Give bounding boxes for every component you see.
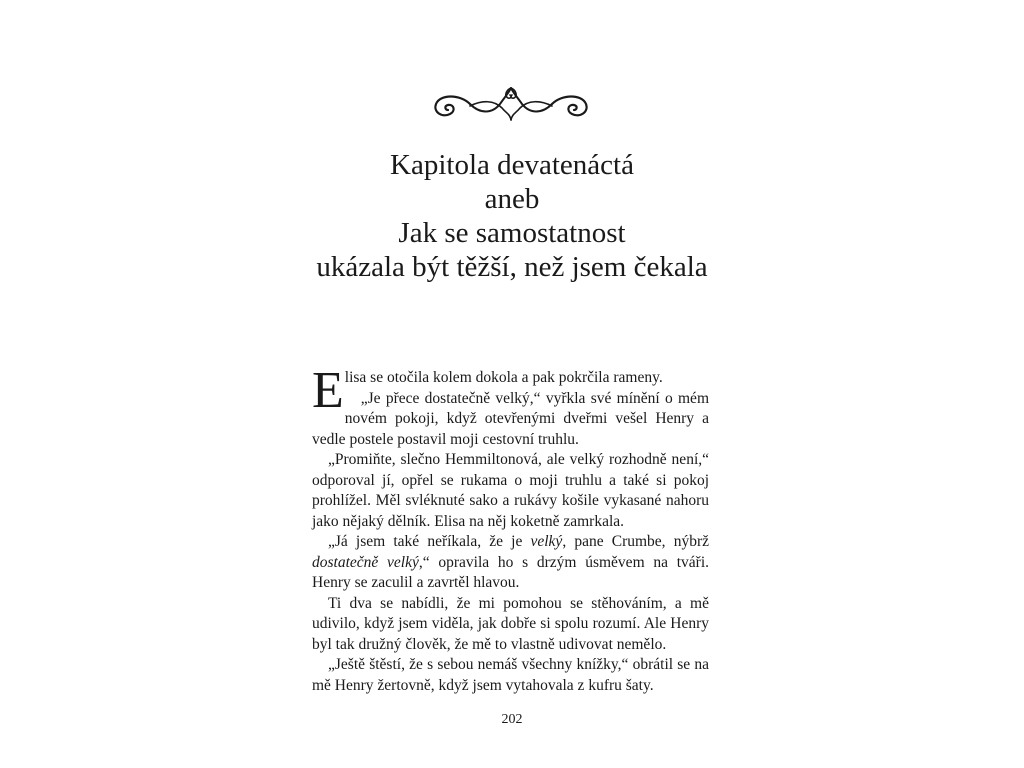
- chapter-title-line-4: ukázala být těžší, než jsem čekala: [316, 251, 708, 283]
- chapter-title-line-2: aneb: [484, 183, 540, 215]
- paragraph-4-emphasis-1: velký: [530, 533, 563, 550]
- paragraph-4-part-a: „Já jsem také neříkala, že je: [328, 533, 531, 550]
- paragraph-4-part-e: ,“ opravila ho s drzým úsměvem na tváři. Henry se zaculil a zavrtěl hlavou.: [312, 553, 710, 591]
- chapter-title-line-1: Kapitola devatenáctá: [390, 149, 634, 181]
- chapter-title: [262, 148, 762, 284]
- paragraph-4-emphasis-2: dostatečně velký: [312, 553, 419, 571]
- paragraph-4: [312, 532, 709, 594]
- paragraph-6: „Ještě štěstí, že s sebou nemáš všechny knížky,“ obrátil se na mě Henry žertovně, když jsem vytahovala z kufru šaty.: [312, 656, 709, 694]
- chapter-title-line-3: Jak se samostatnost: [398, 217, 626, 249]
- paragraph-3: „Promiňte, slečno Hemmiltonová, ale velký rozhodně není,“ odporoval jí, opřel se rukama o moji truhlu a také si pokoj prohlížel. Měl svléknuté sako a rukávy košile vykasané nahoru jako nějaký dělník. Elisa na něj koketně zamrkala.: [312, 451, 709, 530]
- page-number: 202: [501, 712, 523, 727]
- drop-cap: E: [312, 362, 344, 419]
- chapter-body: [312, 362, 710, 696]
- paragraph-4-part-c: , pane Crumbe, nýbrž: [562, 533, 709, 550]
- decorative-flourish-icon: [430, 80, 592, 126]
- paragraph-5: Ti dva se nabídli, že mi pomohou se stěhováním, a mě udivilo, když jsem viděla, jak dobře si spolu rozumí. Ale Henry byl tak družný člověk, že mě to vlastně udivovat nemělo.: [312, 594, 709, 653]
- paragraph-1-text: lisa se otočila kolem dokola a pak pokrčila rameny.: [344, 369, 663, 386]
- paragraph-2: „Je přece dostatečně velký,“ vyřkla své mínění o mém novém pokoji, když otevřenými dveřmi vešel Henry a vedle postele postavil moji cestovní truhlu.: [312, 389, 709, 448]
